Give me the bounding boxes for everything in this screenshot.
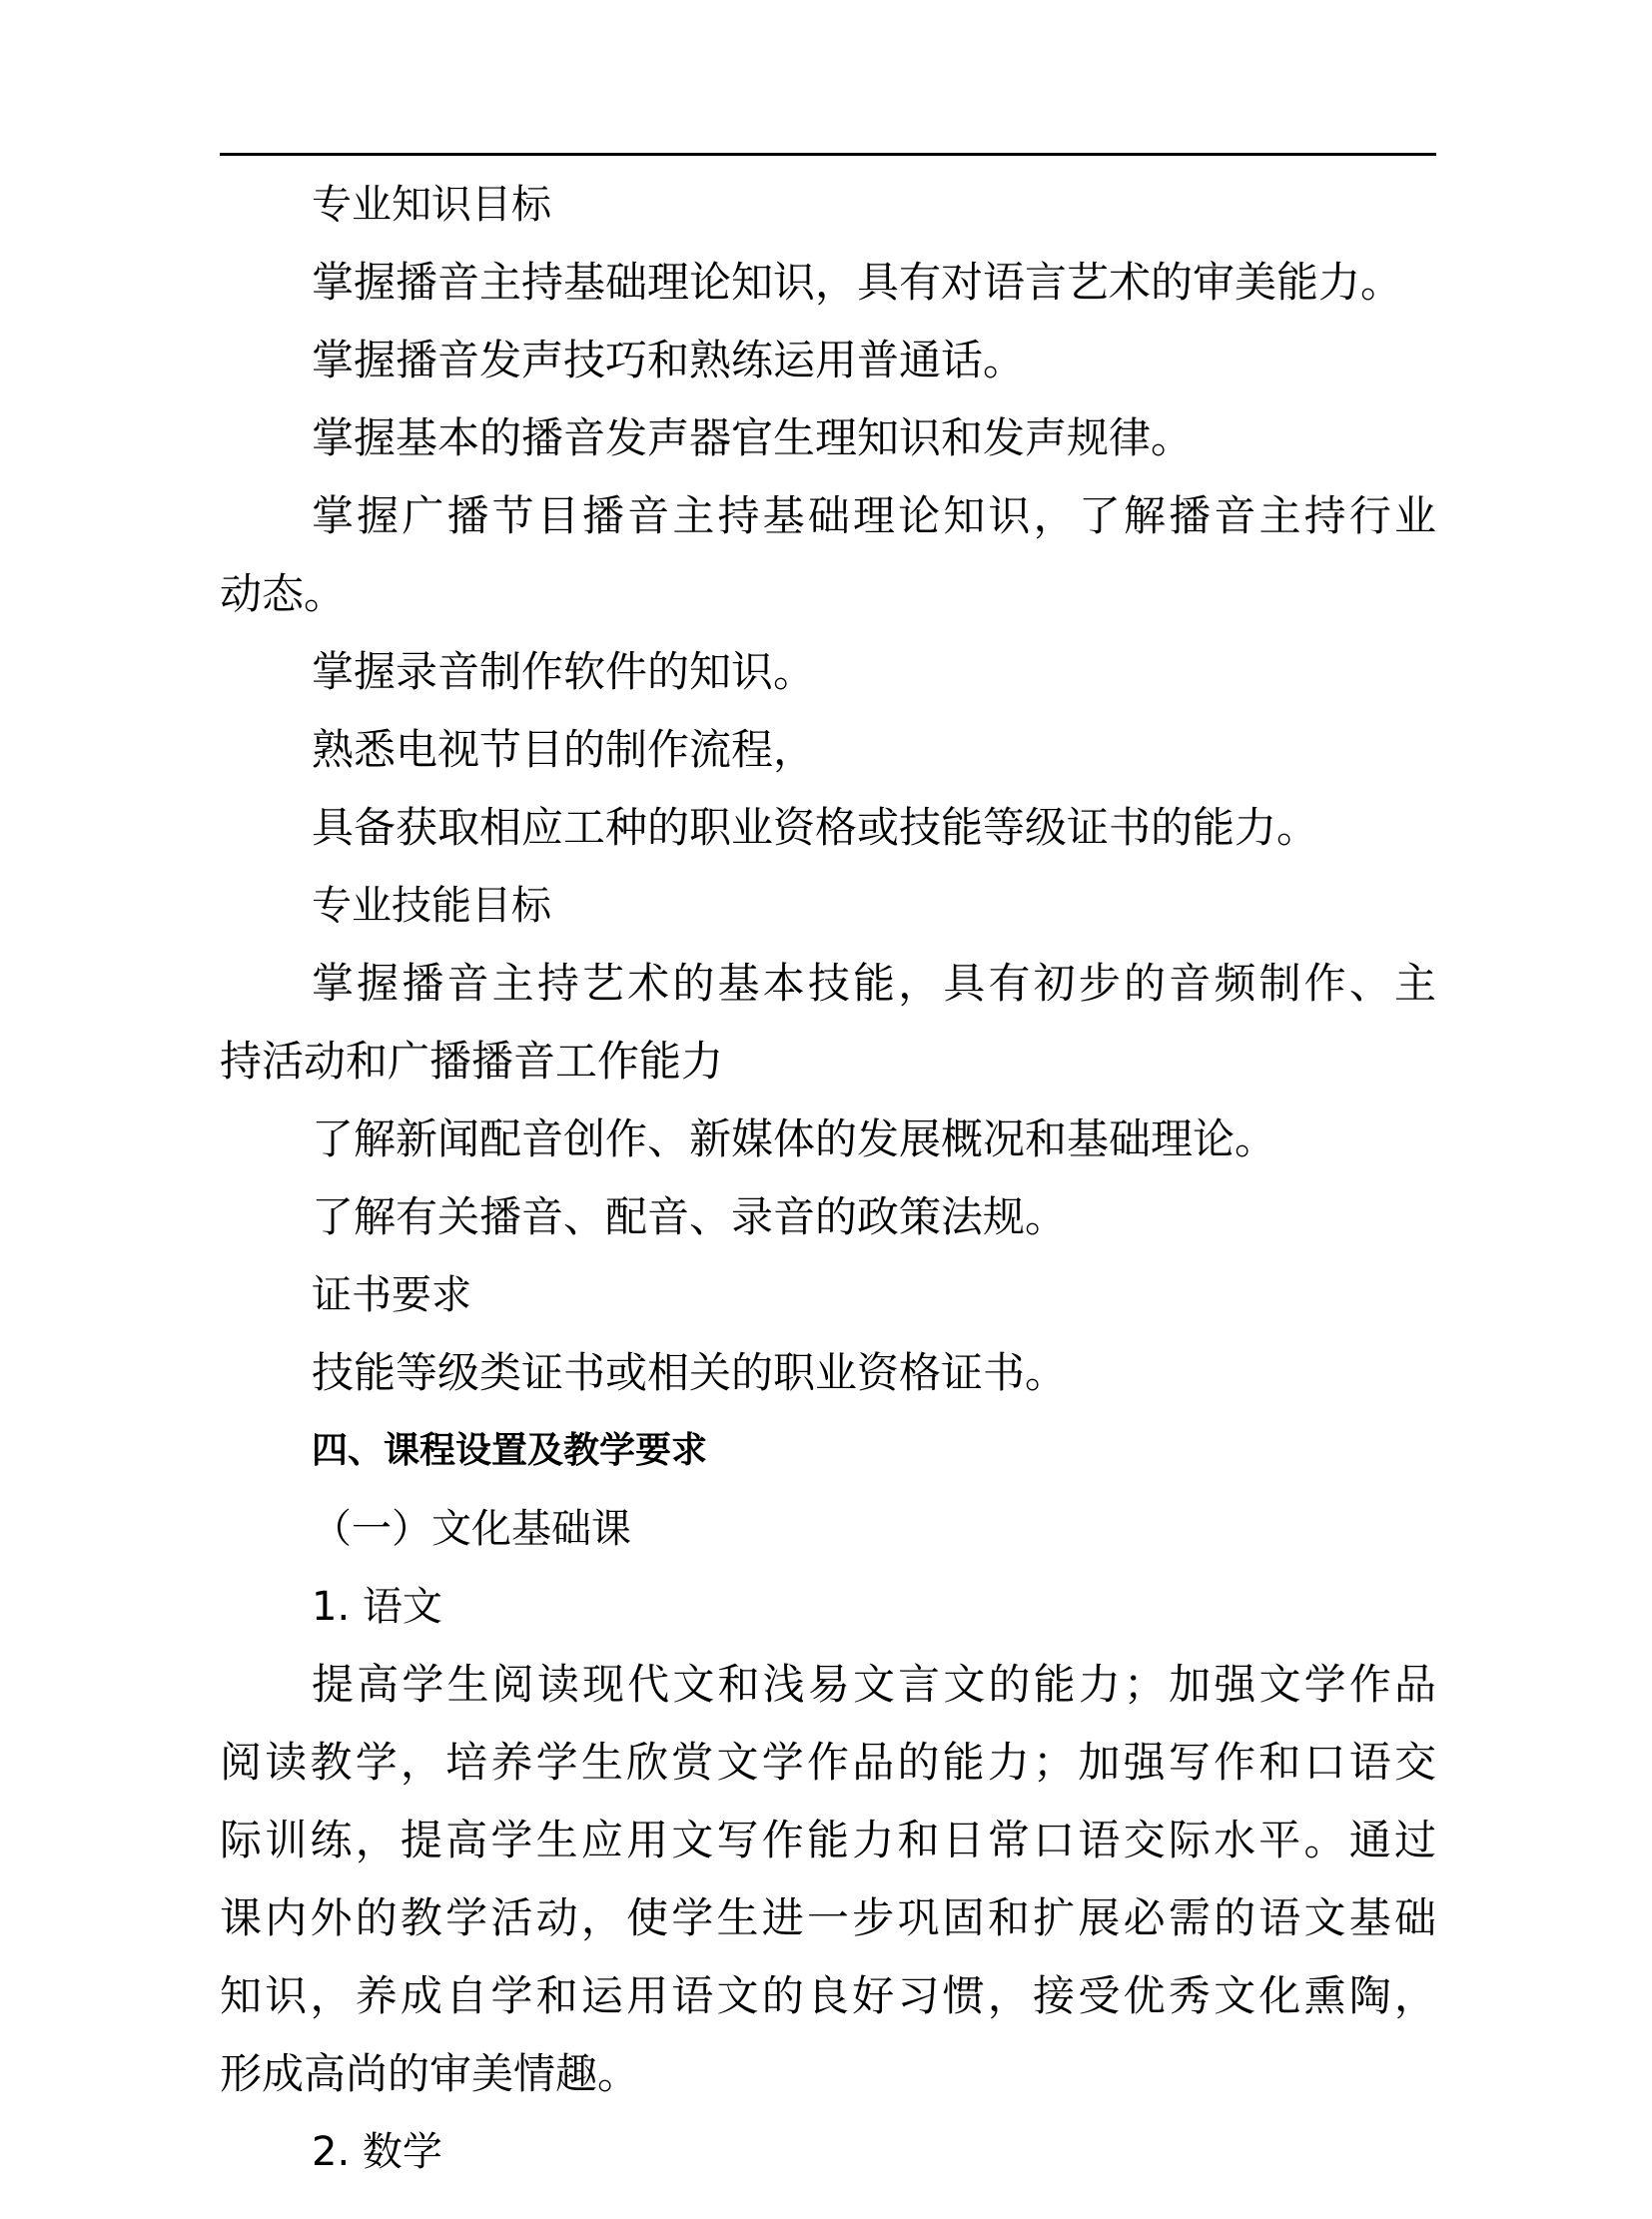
curriculum-subheading: （一）文化基础课 — [312, 1506, 631, 1552]
knowledge-item: 掌握基本的播音发声器官生理知识和发声规律。 — [312, 413, 1194, 462]
chinese-course-title: 1. 语文 — [312, 1584, 442, 1630]
chinese-course-text: 课内外的教学活动，使学生进一步巩固和扩展必需的语文基础 — [220, 1893, 1436, 1942]
knowledge-item: 掌握播音主持基础理论知识，具有对语言艺术的审美能力。 — [312, 258, 1403, 307]
chinese-course-text: 阅读教学，培养学生欣赏文学作品的能力；加强写作和口语交 — [220, 1738, 1436, 1787]
certificate-text: 技能等级类证书或相关的职业资格证书。 — [312, 1348, 1068, 1397]
chinese-course-text: 形成高尚的审美情趣。 — [220, 2049, 640, 2098]
knowledge-item: 具备获取相应工种的职业资格或技能等级证书的能力。 — [312, 803, 1319, 852]
curriculum-heading: 四、课程设置及教学要求 — [312, 1430, 708, 1471]
certificate-heading: 证书要求 — [312, 1272, 471, 1318]
knowledge-heading: 专业知识目标 — [312, 182, 551, 228]
knowledge-item: 掌握播音发声技巧和熟练运用普通话。 — [312, 336, 1026, 384]
chinese-course-text: 际训练，提高学生应用文写作能力和日常口语交际水平。通过 — [220, 1816, 1436, 1864]
skills-item: 了解新闻配音创作、新媒体的发展概况和基础理论。 — [312, 1114, 1277, 1163]
chinese-course-text: 提高学生阅读现代文和浅易文言文的能力；加强文学作品 — [312, 1660, 1436, 1709]
knowledge-item: 掌握录音制作软件的知识。 — [312, 647, 816, 696]
chinese-course-text: 知识，养成自学和运用语文的良好习惯，接受优秀文化熏陶， — [220, 1971, 1436, 2020]
skills-item: 了解有关播音、配音、录音的政策法规。 — [312, 1192, 1068, 1241]
knowledge-item: 掌握广播节目播音主持基础理论知识，了解播音主持行业 — [312, 491, 1436, 540]
knowledge-item: 熟悉电视节目的制作流程， — [312, 725, 816, 774]
knowledge-item-continuation: 动态。 — [220, 569, 347, 618]
header-rule — [220, 153, 1436, 156]
skills-item-continuation: 持活动和广播播音工作能力 — [220, 1037, 724, 1086]
skills-heading: 专业技能目标 — [312, 883, 551, 929]
math-course-title: 2. 数学 — [312, 2129, 442, 2175]
skills-item: 掌握播音主持艺术的基本技能，具有初步的音频制作、主 — [312, 959, 1436, 1008]
